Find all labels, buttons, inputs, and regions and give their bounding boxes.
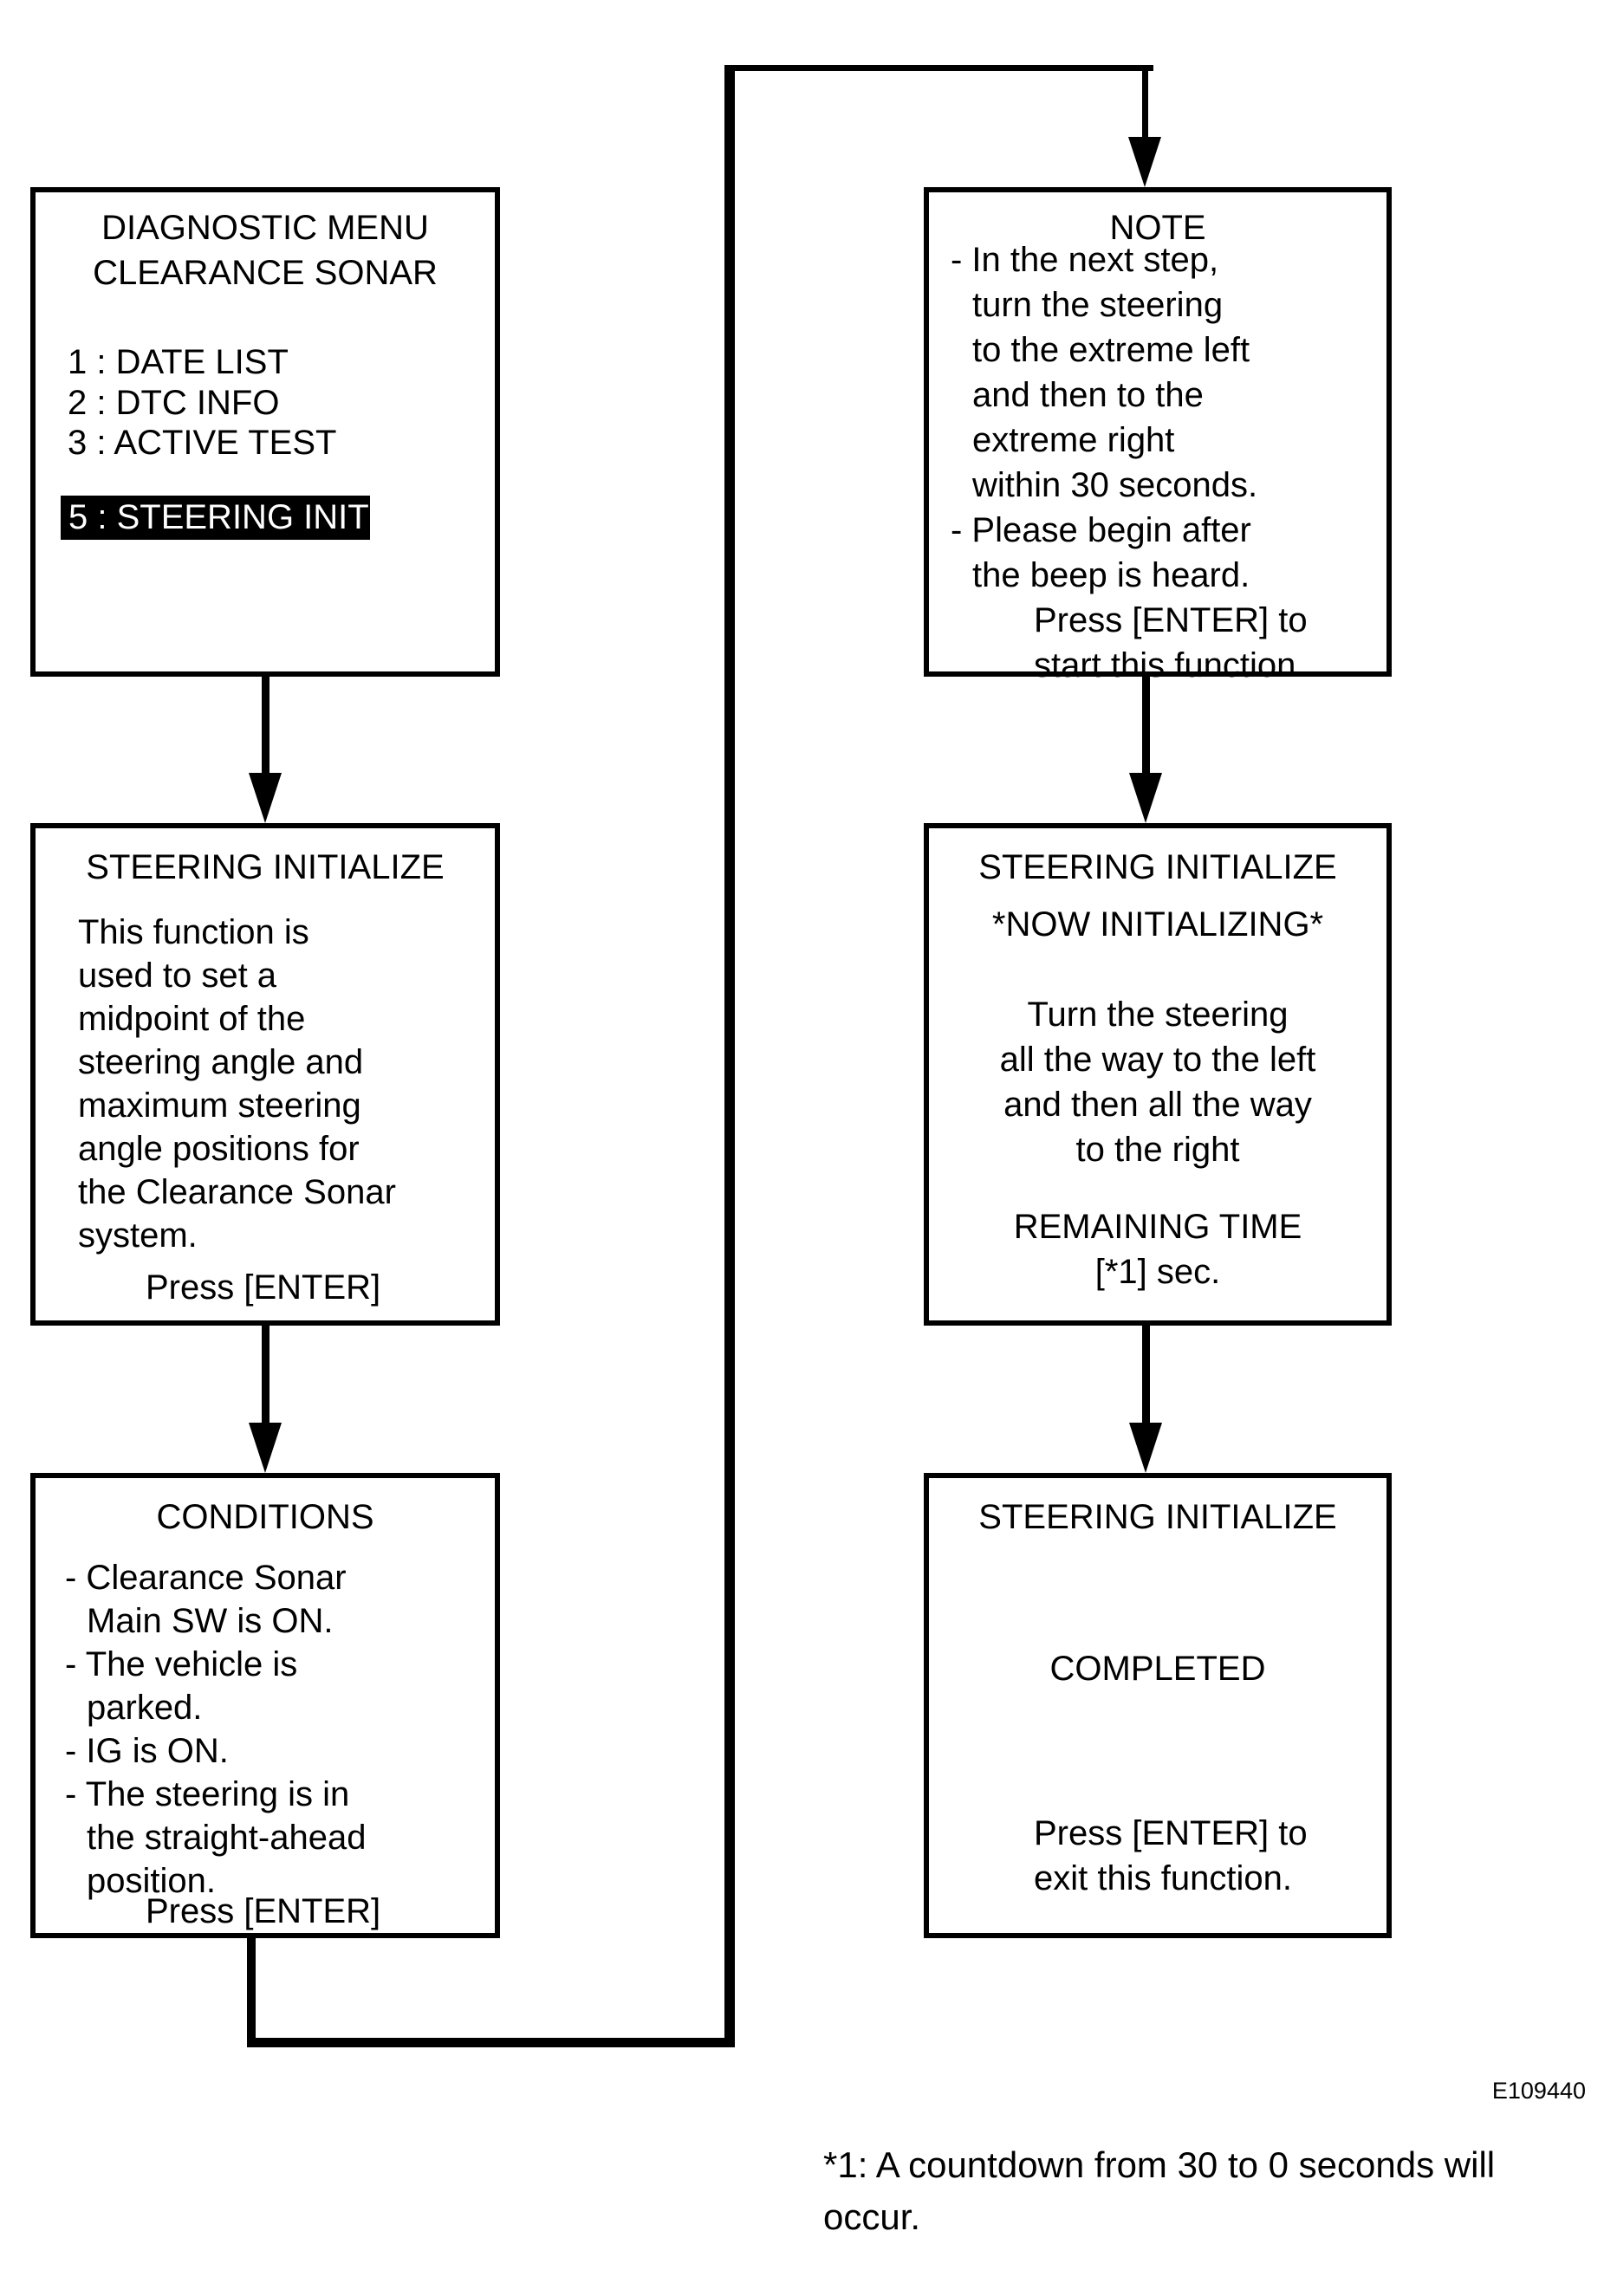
menu-item-selected-label: 5 : STEERING INIT [68,498,369,536]
arrow-stem-note-to-initializing [1142,677,1150,775]
footnote-line2: occur. [823,2196,921,2237]
connector-bottom-horizontal [247,2038,735,2047]
press-enter-label-line2: exit this function. [1034,1859,1292,1897]
bullet-line: within 30 seconds. [972,466,1258,504]
menu-item-steering-init-selected [61,496,370,540]
bullet-line: Main SW is ON. [87,1602,334,1640]
bullet-line: - IG is ON. [65,1732,229,1770]
note-title: NOTE [1109,209,1206,247]
menu-item-active-test: 3 : ACTIVE TEST [68,424,337,462]
bullet-line: - The steering is in [65,1775,350,1813]
arrow-stem-init-to-conditions [262,1326,269,1425]
footnote-line1: *1: A countdown from 30 to 0 seconds will [823,2144,1496,2185]
body-line: system. [78,1216,198,1255]
now-initializing-box [924,823,1392,1326]
body-line: used to set a [78,957,277,995]
steering-initialize-title: STEERING INITIALIZE [978,1498,1337,1536]
completed-status: COMPLETED [1049,1650,1266,1688]
steering-initialize-info-box [30,823,500,1326]
bullet-line: to the extreme left [972,331,1250,369]
steering-initialize-title: STEERING INITIALIZE [86,848,445,886]
body-line: to the right [1075,1131,1240,1169]
press-enter-label-line2: start this function. [1034,646,1306,684]
conditions-box [30,1473,500,1938]
steering-initialize-title: STEERING INITIALIZE [978,848,1337,886]
now-initializing-status: *NOW INITIALIZING* [991,905,1324,944]
bullet-line: the beep is heard. [972,556,1250,594]
diagnostic-menu-subtitle: CLEARANCE SONAR [93,254,438,292]
note-box [924,187,1392,684]
figure-code: E109440 [1491,2078,1586,2104]
arrowhead-icon [1128,137,1161,187]
body-line: steering angle and [78,1043,364,1081]
body-line: Turn the steering [1027,996,1289,1034]
bullet-line: - In the next step, [951,241,1219,279]
completed-box [924,1473,1392,1938]
arrowhead-icon [1129,773,1162,823]
bullet-line: the straight-ahead [87,1819,367,1857]
press-enter-label: Press [ENTER] to [1034,1814,1308,1852]
arrowhead-icon [249,1423,282,1473]
bullet-line: position. [87,1862,216,1900]
bullet-line: - Please begin after [951,511,1251,549]
connector-loop-vertical [724,65,735,2047]
diagnostic-menu-box [30,187,500,677]
bullet-line: - Clearance Sonar [65,1559,347,1597]
remaining-time-value: [*1] sec. [1094,1253,1221,1291]
bullet-line: and then to the [972,376,1204,414]
body-line: and then all the way [1003,1086,1312,1124]
menu-item-data-list: 1 : DATE LIST [68,343,289,381]
remaining-time-label: REMAINING TIME [1013,1208,1302,1246]
body-line: midpoint of the [78,1000,306,1038]
press-enter-label: Press [ENTER] to [1034,601,1308,639]
press-enter-label: Press [ENTER] [146,1892,381,1930]
body-line: maximum steering [78,1086,361,1125]
bullet-line: - The vehicle is [65,1645,298,1683]
connector-conditions-stem [247,1938,256,2047]
connector-note-stem [1142,71,1148,141]
arrowhead-icon [249,773,282,823]
diagnostic-menu-title: DIAGNOSTIC MENU [101,209,429,247]
bullet-line: parked. [87,1689,203,1727]
body-line: angle positions for [78,1130,360,1168]
arrow-stem-menu-to-init [262,677,269,775]
connector-top-horizontal [724,65,1153,71]
bullet-line: turn the steering [972,286,1224,324]
conditions-title: CONDITIONS [156,1498,374,1536]
body-line: all the way to the left [999,1041,1316,1079]
body-line: This function is [78,913,309,951]
menu-item-dtc-info: 2 : DTC INFO [68,384,280,422]
bullet-line: extreme right [972,421,1175,459]
arrowhead-icon [1129,1423,1162,1473]
press-enter-label: Press [ENTER] [146,1268,381,1307]
arrow-stem-initializing-to-completed [1142,1326,1150,1425]
body-line: the Clearance Sonar [78,1173,396,1211]
